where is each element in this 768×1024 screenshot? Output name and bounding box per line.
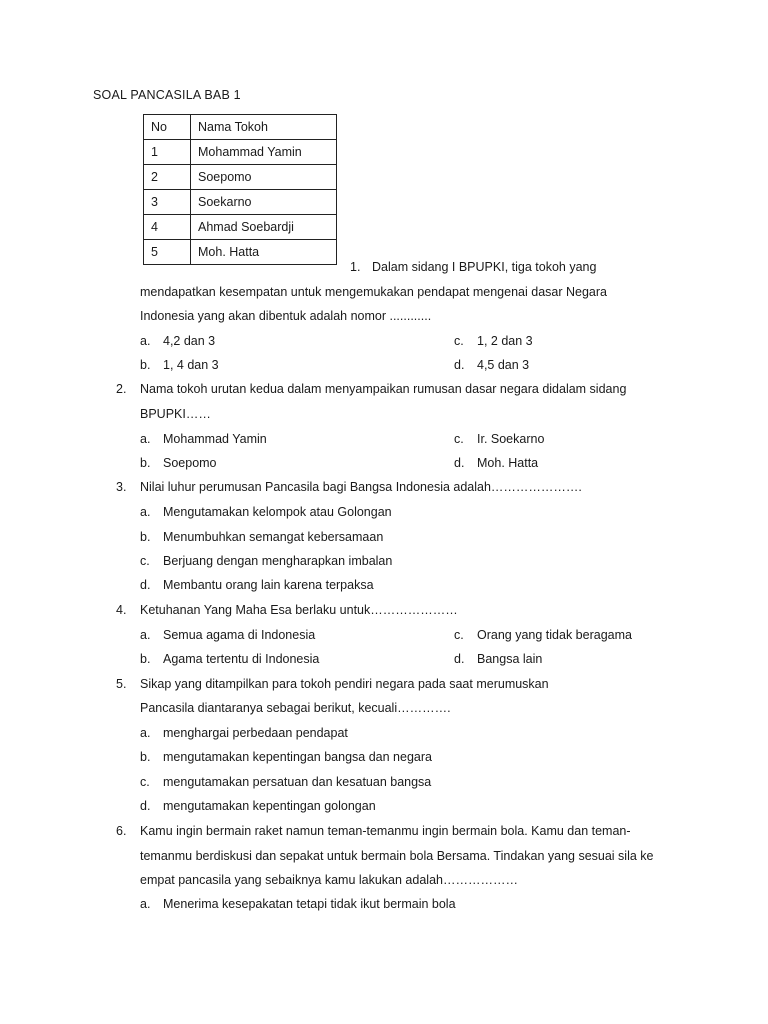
- column-header-nama-tokoh: Nama Tokoh: [191, 115, 337, 140]
- table-cell-no: 5: [144, 240, 191, 265]
- question-number: 1.: [350, 260, 361, 274]
- table-row: [144, 140, 337, 165]
- option-text: Bangsa lain: [477, 652, 543, 666]
- question-text: Ketuhanan Yang Maha Esa berlaku untuk…………………: [140, 603, 458, 617]
- option-letter: b.: [140, 652, 151, 666]
- question-number: 6.: [116, 824, 127, 838]
- question-text: temanmu berdiskusi dan sepakat untuk bermain bola Bersama. Tindakan yang sesuai sila ke: [140, 849, 654, 863]
- option-text: Semua agama di Indonesia: [163, 628, 316, 642]
- table-cell-no: 1: [144, 140, 191, 165]
- question-number: 4.: [116, 603, 127, 617]
- question-text: empat pancasila yang sebaiknya kamu lakukan adalah………………: [140, 873, 518, 887]
- question-number: 5.: [116, 677, 127, 691]
- table-cell-no: 3: [144, 190, 191, 215]
- option-letter: d.: [454, 456, 465, 470]
- option-text: mengutamakan persatuan dan kesatuan bangsa: [163, 775, 432, 789]
- table-row: [144, 215, 337, 240]
- option-text: Membantu orang lain karena terpaksa: [163, 578, 374, 592]
- option-letter: b.: [140, 358, 151, 372]
- option-text: Moh. Hatta: [477, 456, 539, 470]
- option-text: Mohammad Yamin: [163, 432, 267, 446]
- option-letter: a.: [140, 628, 151, 642]
- option-text: 4,5 dan 3: [477, 358, 530, 372]
- option-letter: d.: [454, 358, 465, 372]
- question-text: BPUPKI……: [140, 407, 211, 421]
- option-text: Agama tertentu di Indonesia: [163, 652, 320, 666]
- option-letter: b.: [140, 456, 151, 470]
- table-header-row: [144, 115, 337, 140]
- table-cell-no: 2: [144, 165, 191, 190]
- option-letter: a.: [140, 726, 151, 740]
- option-text: mengutamakan kepentingan bangsa dan negara: [163, 750, 432, 764]
- option-text: Orang yang tidak beragama: [477, 628, 632, 642]
- option-letter: d.: [454, 652, 465, 666]
- question-text: Pancasila diantaranya sebagai berikut, kecuali………….: [140, 701, 451, 715]
- option-letter: d.: [140, 578, 151, 592]
- table-cell-nama: Ahmad Soebardji: [191, 215, 337, 240]
- table-row: [144, 240, 337, 265]
- page-title: SOAL PANCASILA BAB 1: [93, 88, 241, 102]
- option-text: 1, 4 dan 3: [163, 358, 219, 372]
- option-text: Soepomo: [163, 456, 217, 470]
- option-letter: a.: [140, 334, 151, 348]
- option-text: mengutamakan kepentingan golongan: [163, 799, 376, 813]
- option-letter: c.: [454, 628, 464, 642]
- option-text: Mengutamakan kelompok atau Golongan: [163, 505, 392, 519]
- option-letter: c.: [140, 775, 150, 789]
- question-text: Sikap yang ditampilkan para tokoh pendiri negara pada saat merumuskan: [140, 677, 549, 691]
- option-text: Berjuang dengan mengharapkan imbalan: [163, 554, 393, 568]
- table-cell-nama: Moh. Hatta: [191, 240, 337, 265]
- option-letter: a.: [140, 505, 151, 519]
- question-text: Nama tokoh urutan kedua dalam menyampaikan rumusan dasar negara didalam sidang: [140, 382, 627, 396]
- question-number: 2.: [116, 382, 127, 396]
- table-row: [144, 165, 337, 190]
- table-cell-nama: Soekarno: [191, 190, 337, 215]
- option-text: 1, 2 dan 3: [477, 334, 533, 348]
- option-text: 4,2 dan 3: [163, 334, 216, 348]
- table-cell-no: 4: [144, 215, 191, 240]
- option-letter: a.: [140, 432, 151, 446]
- tokoh-table: [143, 114, 337, 265]
- question-number: 3.: [116, 480, 127, 494]
- option-text: Ir. Soekarno: [477, 432, 545, 446]
- option-letter: a.: [140, 897, 151, 911]
- question-text: Indonesia yang akan dibentuk adalah nomor ............: [140, 309, 432, 323]
- option-text: Menumbuhkan semangat kebersamaan: [163, 530, 384, 544]
- table-cell-nama: Mohammad Yamin: [191, 140, 337, 165]
- option-text: menghargai perbedaan pendapat: [163, 726, 348, 740]
- option-letter: c.: [454, 432, 464, 446]
- question-text: Nilai luhur perumusan Pancasila bagi Bangsa Indonesia adalah………………….: [140, 480, 582, 494]
- question-text: Kamu ingin bermain raket namun teman-temanmu ingin bermain bola. Kamu dan teman-: [140, 824, 631, 838]
- column-header-no: No: [144, 115, 191, 140]
- option-letter: c.: [454, 334, 464, 348]
- option-letter: d.: [140, 799, 151, 813]
- option-text: Menerima kesepakatan tetapi tidak ikut bermain bola: [163, 897, 456, 911]
- option-letter: b.: [140, 530, 151, 544]
- table-cell-nama: Soepomo: [191, 165, 337, 190]
- question-text: Dalam sidang I BPUPKI, tiga tokoh yang: [372, 260, 597, 274]
- option-letter: c.: [140, 554, 150, 568]
- option-letter: b.: [140, 750, 151, 764]
- table-row: [144, 190, 337, 215]
- question-text: mendapatkan kesempatan untuk mengemukakan pendapat mengenai dasar Negara: [140, 285, 607, 299]
